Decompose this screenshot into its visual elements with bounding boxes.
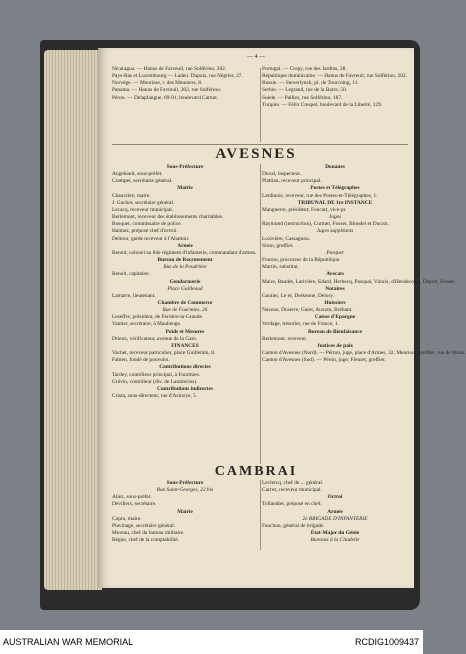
entry-line: Place Guilleaud bbox=[167, 285, 203, 292]
entry-line: Benoit, capitaine. bbox=[112, 271, 150, 278]
section-heading: Bureau de Recrutement bbox=[157, 257, 213, 264]
section-heading: Postes et Télégraphes bbox=[310, 185, 360, 192]
entry-line: Gautier, Le er, Derkenne, Delory. bbox=[262, 292, 334, 299]
entry-line: Angebault, sous-préfet. bbox=[112, 171, 163, 178]
section-heading: Notaires bbox=[325, 285, 345, 292]
section-heading: Huissiers bbox=[324, 299, 346, 306]
avesnes-left-column bbox=[112, 164, 258, 400]
page-number: — 4 — bbox=[247, 54, 265, 60]
entry-line: Portugal. — Crepy, rue des Jardins, 28. bbox=[262, 66, 347, 72]
entry-line: Suède. — Pailiez, rue Solférino, 187. bbox=[262, 94, 343, 101]
entry-line: Rue de la Poudrière bbox=[163, 264, 207, 271]
section-heading: Armée bbox=[327, 508, 343, 515]
section-heading: Contributions directes bbox=[159, 364, 211, 371]
entry-line: Pays-Bas et Luxembourg — Ladeu. Dupuis, rue Négrier, 27. bbox=[112, 73, 243, 80]
entry-line: Lecacq, receveur municipal. bbox=[112, 206, 174, 213]
entry-line: Carrez, receveur municipal. bbox=[262, 487, 322, 494]
section-heading: TRIBUNAL DE 1re INSTANCE bbox=[297, 199, 373, 206]
entry-line: Rue de Fourmies, 26 bbox=[162, 307, 208, 314]
entry-line: Canton d'Avesnes (Nord). — Pétron, juge, place d'Armes, 32; Meurisse, greffier, rue de Mons. bbox=[262, 350, 466, 357]
entry-line: Aliez, sous-préfet. bbox=[112, 494, 152, 501]
section-heading: Mairie bbox=[177, 185, 193, 192]
entry-line: Juges suppléants bbox=[316, 228, 354, 235]
entry-line: Rue Saint-Georges, 22 bis bbox=[156, 487, 214, 494]
entry-line: Deltour, garde receveur à l'Abattoir. bbox=[112, 235, 190, 242]
entry-line: Crista, sous-directeur, rue d'Asinoye, 5. bbox=[112, 393, 198, 399]
column-divider bbox=[260, 480, 261, 550]
entry-line: Vachet, receveur particulier, place Guillemin, 8. bbox=[112, 350, 216, 357]
entry-line: Moreau, chef du bureau militaire. bbox=[112, 530, 185, 537]
entry-line: J. Gachot, secrétaire général. bbox=[112, 199, 175, 206]
section-heading: Caisse d'Epargne bbox=[314, 314, 356, 321]
entry-line: Duval, inspecteur. bbox=[262, 171, 302, 178]
section-heading: Contributions indirectes bbox=[156, 385, 214, 392]
page-edges bbox=[44, 50, 102, 590]
section-heading: Sous-Préfecture bbox=[166, 480, 204, 486]
entry-line: Nicaragua. — Hanus de Favreuil, rue Solférino, 202. bbox=[112, 66, 227, 72]
entry-line: Pérou. — Delaplangue, 69-91, boulevard Carnot. bbox=[112, 94, 219, 101]
entry-line: Naveau, Doserre, Garet, Auxom, Brébant. bbox=[262, 307, 353, 314]
cambrai-left-column bbox=[112, 480, 258, 544]
entry-line: Bosquet, commissaire de police. bbox=[112, 221, 182, 228]
section-heading: Gendarmerie bbox=[169, 278, 201, 285]
entry-line: Serbie. — Legrand, rue de la Barre, 50. bbox=[262, 87, 348, 94]
entry-line: Juges bbox=[328, 214, 342, 221]
section-heading: Avocats bbox=[326, 271, 344, 278]
entry-line: Fourou, procureur de la République. bbox=[262, 257, 341, 264]
entry-line: Turquie. — Félix Crespel, boulevard de la Liberté, 129. bbox=[262, 101, 383, 108]
entry-line: Martin, substitut. bbox=[262, 264, 299, 271]
entry-line: Lamarre, lieutenant. bbox=[112, 292, 156, 299]
book-page bbox=[98, 48, 466, 588]
column-divider bbox=[260, 68, 261, 142]
entry-line: Crampel, secrétaire général. bbox=[112, 178, 173, 185]
entry-line: Maire, Baudet, Larivière, Edard, Herbecq, Pasqual, Vinoix, d'Hendecourt, Depret, Fosset. bbox=[262, 278, 456, 285]
entry-line: Copin, maire. bbox=[112, 515, 142, 522]
top-left-column bbox=[112, 66, 258, 102]
section-heading: Sous-Préfecture bbox=[166, 164, 204, 170]
entry-line: Siron, greffier. bbox=[262, 242, 294, 249]
section-heading: Bureau de Bienfaisance bbox=[307, 328, 363, 335]
avesnes-title: AVESNES bbox=[215, 146, 297, 162]
top-right-column bbox=[262, 66, 408, 109]
column-divider bbox=[260, 164, 261, 464]
entry-line: Berlemont, receveur. bbox=[262, 335, 308, 342]
entry-line: Tollandier, préposé en chef. bbox=[262, 501, 322, 508]
entry-line: Grévin, contrôleur (div. de Landrecies). bbox=[112, 378, 198, 385]
section-heading: État-Major du Génie bbox=[310, 530, 360, 537]
entry-line: Panama. — Hanus de Favreuil, 202, rue Solférino. bbox=[112, 87, 222, 94]
entry-line: Leclercq, chef de ... général. bbox=[262, 480, 324, 486]
entry-line: Berlemont, receveur des établissements charitables. bbox=[112, 214, 224, 221]
section-heading: Mairie bbox=[177, 508, 193, 515]
entry-line: Manguerre, président; Foucart, vice-pr. bbox=[262, 206, 347, 213]
entry-line: Verdage, trésorier, rue de France, 1. bbox=[262, 321, 339, 328]
entry-line: Devillers, secrétaire. bbox=[112, 501, 157, 508]
entry-line: Chauvière, maire. bbox=[112, 192, 151, 199]
section-heading: Octroi bbox=[327, 494, 343, 501]
entry-line: Leseffre, président, de Ferrière-la-Grande. bbox=[112, 314, 204, 321]
record-id: RCDIG1009437 bbox=[354, 637, 419, 647]
section-heading: Poids et Mesures bbox=[165, 328, 205, 335]
caption-bar bbox=[0, 630, 423, 654]
entry-line: Parquet bbox=[326, 249, 344, 256]
entry-line: Raymond (instruction), Curmer, Fosset, Blondel et Ducrot. bbox=[262, 221, 390, 228]
entry-line: Benoit, colonel au 84e régiment d'infanterie, commandant d'armes. bbox=[112, 249, 257, 256]
entry-line: Tardey, contrôleur principal, à Fourmies. bbox=[112, 371, 201, 378]
entry-line: Plavinage, secrétaire général. bbox=[112, 522, 176, 529]
entry-line: Fabien, fondé de pouvoirs. bbox=[112, 357, 170, 364]
entry-line: Plattiau, receveur principal. bbox=[262, 178, 322, 185]
avesnes-right-column bbox=[262, 164, 466, 364]
entry-line: Canton d'Avesnes (Sud). — Péron, juge; Fleuret, greffier. bbox=[262, 357, 386, 364]
section-heading: Chambre de Commerce bbox=[157, 299, 213, 306]
section-rule bbox=[112, 144, 408, 145]
entry-line: Drieux, vérificateur, avenue de la Gare. bbox=[112, 335, 198, 342]
section-heading: Douanes bbox=[325, 164, 345, 170]
entry-line: 2e BRIGADE D'INFANTERIE bbox=[302, 515, 368, 522]
entry-line: Russie. — Steverlynck, pl. de Tourcoing, 11. bbox=[262, 80, 359, 87]
entry-line: Lardinois, receveur, rue des Postes-et-Télégraphes, 1. bbox=[262, 192, 378, 199]
entry-line: Bégue, chef de la comptabilité. bbox=[112, 537, 180, 544]
entry-line: Bureaux à la Citadelle bbox=[310, 537, 360, 544]
entry-line: République dominicaine. — Hanus de Favreuil, rue Solférino, 202. bbox=[262, 73, 407, 80]
section-heading: Armée bbox=[177, 242, 193, 249]
entry-line: Haimez, préposé chef d'octroi. bbox=[112, 228, 178, 235]
section-heading: Justices de paix bbox=[317, 342, 353, 349]
entry-line: Vantier, secrétaire, à Maubeuge. bbox=[112, 321, 182, 328]
cambrai-right-column bbox=[262, 480, 408, 544]
entry-line: Lozivière, Cassagnou. bbox=[262, 235, 311, 242]
cambrai-title: CAMBRAI bbox=[214, 464, 298, 479]
entry-line: Norvège. — Meurisse, r. des Meuniers, 8. bbox=[112, 80, 203, 87]
section-heading: FINANCES bbox=[171, 342, 199, 349]
credit-label: AUSTRALIAN WAR MEMORIAL bbox=[3, 637, 134, 647]
entry-line: Fauchon, général de brigade. bbox=[262, 522, 325, 529]
